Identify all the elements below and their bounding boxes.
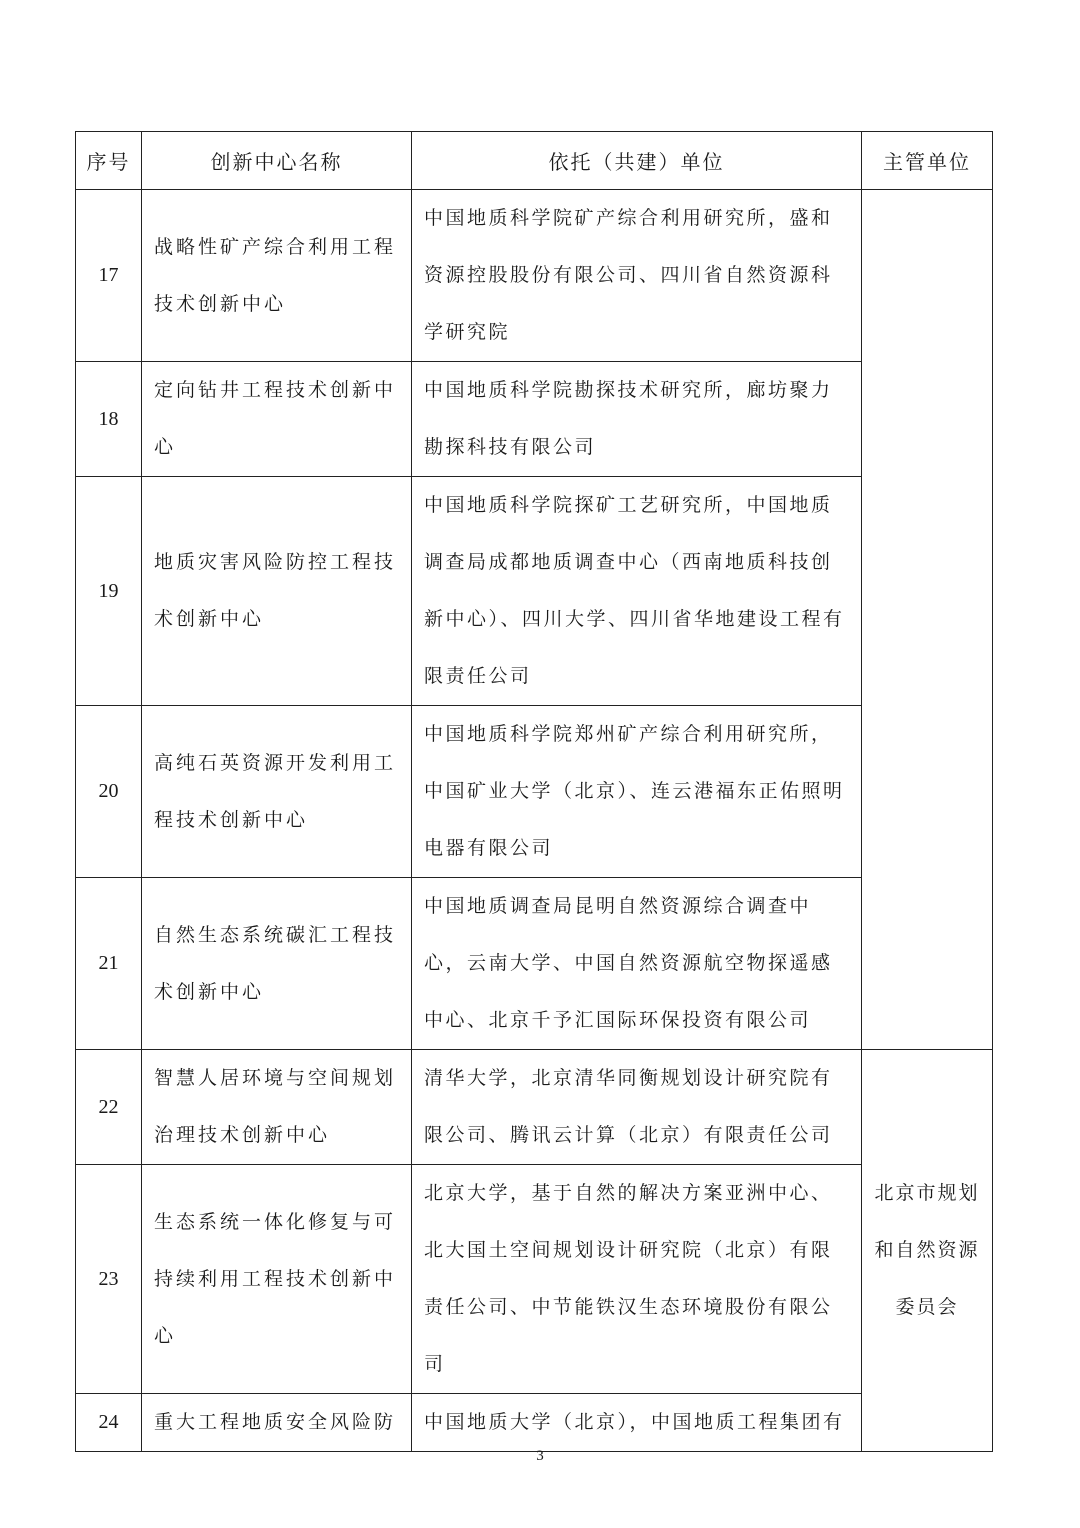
center-name: 高纯石英资源开发利用工程技术创新中心 (142, 706, 412, 878)
host-organization: 北京大学，基于自然的解决方案亚洲中心、北大国土空间规划设计研究院（北京）有限责任公司、中节能铁汉生态环境股份有限公司 (412, 1165, 862, 1394)
row-number: 18 (76, 362, 142, 477)
table-row (76, 1165, 993, 1394)
innovation-center-table (75, 131, 993, 1452)
table-header-row (76, 132, 993, 190)
table-row (76, 190, 993, 362)
row-number: 21 (76, 878, 142, 1050)
table-row (76, 1394, 993, 1452)
center-name: 重大工程地质安全风险防 (142, 1394, 412, 1452)
header-supervisor: 主管单位 (862, 132, 993, 190)
center-name: 定向钻井工程技术创新中心 (142, 362, 412, 477)
host-organization: 清华大学，北京清华同衡规划设计研究院有限公司、腾讯云计算（北京）有限责任公司 (412, 1050, 862, 1165)
center-name: 生态系统一体化修复与可持续利用工程技术创新中心 (142, 1165, 412, 1394)
supervisor-cell (862, 190, 993, 1050)
center-name: 地质灾害风险防控工程技术创新中心 (142, 477, 412, 706)
host-organization: 中国地质科学院勘探技术研究所，廊坊聚力勘探科技有限公司 (412, 362, 862, 477)
supervisor-beijing: 北京市规划和自然资源委员会 (862, 1050, 993, 1452)
table-row (76, 878, 993, 1050)
host-organization: 中国地质调查局昆明自然资源综合调查中心，云南大学、中国自然资源航空物探遥感中心、北京千予汇国际环保投资有限公司 (412, 878, 862, 1050)
table-row (76, 706, 993, 878)
center-name: 战略性矿产综合利用工程技术创新中心 (142, 190, 412, 362)
host-organization: 中国地质科学院探矿工艺研究所，中国地质调查局成都地质调查中心（西南地质科技创新中心）、四川大学、四川省华地建设工程有限责任公司 (412, 477, 862, 706)
table-row (76, 477, 993, 706)
host-organization: 中国地质科学院郑州矿产综合利用研究所，中国矿业大学（北京）、连云港福东正佑照明电器有限公司 (412, 706, 862, 878)
row-number: 22 (76, 1050, 142, 1165)
row-number: 20 (76, 706, 142, 878)
header-org: 依托（共建）单位 (412, 132, 862, 190)
row-number: 19 (76, 477, 142, 706)
host-organization: 中国地质科学院矿产综合利用研究所，盛和资源控股股份有限公司、四川省自然资源科学研究院 (412, 190, 862, 362)
table-row (76, 1050, 993, 1165)
row-number: 17 (76, 190, 142, 362)
center-name: 自然生态系统碳汇工程技术创新中心 (142, 878, 412, 1050)
header-name: 创新中心名称 (142, 132, 412, 190)
table-row (76, 362, 993, 477)
header-no: 序号 (76, 132, 142, 190)
center-name: 智慧人居环境与空间规划治理技术创新中心 (142, 1050, 412, 1165)
host-organization: 中国地质大学（北京），中国地质工程集团有 (412, 1394, 862, 1452)
page-number: 3 (536, 1448, 544, 1464)
row-number: 24 (76, 1394, 142, 1452)
row-number: 23 (76, 1165, 142, 1394)
